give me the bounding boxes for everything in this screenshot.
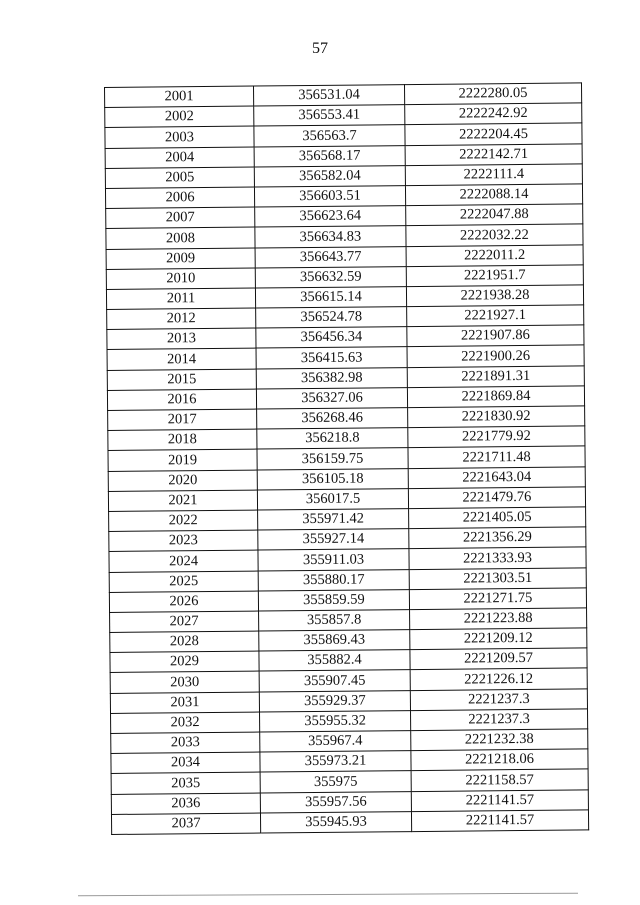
table-cell-x-value: 356582.04 xyxy=(254,165,405,187)
table-cell-y-value: 2221869.84 xyxy=(407,386,584,408)
table-cell-y-value: 2221226.12 xyxy=(410,668,587,690)
table-cell-y-value: 2222088.14 xyxy=(405,184,582,206)
table-cell-y-value: 2221237.3 xyxy=(410,709,587,731)
table-cell-point-number: 2023 xyxy=(109,530,258,552)
table-cell-x-value: 355955.32 xyxy=(260,710,411,732)
table-cell-x-value: 355927.14 xyxy=(258,529,409,551)
coordinate-table-body xyxy=(105,83,589,834)
table-cell-point-number: 2021 xyxy=(108,490,257,512)
table-cell-x-value: 355957.56 xyxy=(260,791,411,813)
table-cell-point-number: 2013 xyxy=(107,328,256,350)
table-cell-x-value: 356615.14 xyxy=(255,286,406,308)
table-cell-x-value: 355882.4 xyxy=(259,650,410,672)
table-cell-x-value: 356327.06 xyxy=(256,387,407,409)
table-cell-x-value: 355929.37 xyxy=(259,690,410,712)
table-cell-x-value: 356382.98 xyxy=(256,367,407,389)
table-cell-x-value: 356456.34 xyxy=(256,327,407,349)
table-cell-x-value: 356159.75 xyxy=(257,448,408,470)
table-cell-point-number: 2018 xyxy=(108,429,257,451)
table-cell-point-number: 2024 xyxy=(109,550,258,572)
coordinate-table-container xyxy=(104,82,587,834)
table-cell-x-value: 355973.21 xyxy=(260,751,411,773)
table-cell-y-value: 2221356.29 xyxy=(409,527,586,549)
table-cell-x-value: 356553.41 xyxy=(254,105,405,127)
table-cell-y-value: 2221141.57 xyxy=(411,810,588,832)
table-cell-x-value: 356632.59 xyxy=(255,266,406,288)
table-cell-y-value: 2221209.12 xyxy=(410,628,587,650)
table-cell-point-number: 2014 xyxy=(107,348,256,370)
table-cell-point-number: 2006 xyxy=(105,187,254,209)
table-cell-point-number: 2009 xyxy=(106,248,255,270)
table-cell-y-value: 2221158.57 xyxy=(411,769,588,791)
table-cell-x-value: 356634.83 xyxy=(255,226,406,248)
table-cell-y-value: 2221237.3 xyxy=(410,689,587,711)
table-cell-y-value: 2221209.57 xyxy=(410,648,587,670)
table-cell-point-number: 2015 xyxy=(107,369,256,391)
table-cell-y-value: 2221779.92 xyxy=(408,426,585,448)
table-cell-y-value: 2221900.26 xyxy=(407,345,584,367)
table-cell-y-value: 2221333.93 xyxy=(409,547,586,569)
table-cell-y-value: 2221232.38 xyxy=(411,729,588,751)
table-cell-point-number: 2007 xyxy=(106,207,255,229)
table-cell-y-value: 2221141.57 xyxy=(411,789,588,811)
table-cell-point-number: 2005 xyxy=(105,167,254,189)
table-cell-x-value: 356415.63 xyxy=(256,347,407,369)
table-cell-x-value: 355880.17 xyxy=(258,569,409,591)
table-cell-point-number: 2027 xyxy=(110,611,259,633)
table-cell-point-number: 2001 xyxy=(105,86,254,108)
table-cell-x-value: 355971.42 xyxy=(258,509,409,531)
table-cell-point-number: 2034 xyxy=(111,752,260,774)
table-cell-y-value: 2221271.75 xyxy=(409,588,586,610)
table-cell-y-value: 2221643.04 xyxy=(408,466,585,488)
page-number: 57 xyxy=(312,40,328,57)
table-cell-x-value: 355859.59 xyxy=(258,589,409,611)
table-cell-point-number: 2017 xyxy=(108,409,257,431)
table-cell-point-number: 2037 xyxy=(111,813,260,835)
table-cell-point-number: 2025 xyxy=(109,571,258,593)
table-cell-point-number: 2036 xyxy=(111,793,260,815)
table-cell-y-value: 2221927.1 xyxy=(407,305,584,327)
table-cell-point-number: 2022 xyxy=(109,510,258,532)
table-cell-x-value: 356643.77 xyxy=(255,246,406,268)
table-cell-x-value: 355911.03 xyxy=(258,549,409,571)
table-cell-y-value: 2222242.92 xyxy=(405,103,582,125)
table-cell-x-value: 355869.43 xyxy=(259,630,410,652)
table-cell-x-value: 355857.8 xyxy=(259,609,410,631)
table-cell-x-value: 355945.93 xyxy=(260,811,411,833)
table-cell-x-value: 356603.51 xyxy=(254,186,405,208)
table-cell-x-value: 356105.18 xyxy=(257,468,408,490)
table-cell-y-value: 2222011.2 xyxy=(406,244,583,266)
table-cell-point-number: 2016 xyxy=(107,389,256,411)
table-cell-y-value: 2221891.31 xyxy=(407,366,584,388)
table-cell-point-number: 2033 xyxy=(111,732,260,754)
table-cell-point-number: 2020 xyxy=(108,470,257,492)
table-cell-point-number: 2035 xyxy=(111,772,260,794)
table-cell-y-value: 2222280.05 xyxy=(404,83,581,105)
table-cell-x-value: 356017.5 xyxy=(257,488,408,510)
table-cell-y-value: 2221907.86 xyxy=(407,325,584,347)
table-cell-x-value: 356218.8 xyxy=(257,428,408,450)
table-cell-y-value: 2221938.28 xyxy=(406,285,583,307)
table-cell-y-value: 2221951.7 xyxy=(406,265,583,287)
table-cell-point-number: 2002 xyxy=(105,106,254,128)
table-cell-y-value: 2221479.76 xyxy=(408,487,585,509)
table-cell-point-number: 2028 xyxy=(110,631,259,653)
table-cell-y-value: 2222111.4 xyxy=(405,164,582,186)
table-cell-x-value: 356563.7 xyxy=(254,125,405,147)
table-cell-point-number: 2012 xyxy=(107,308,256,330)
table-cell-point-number: 2030 xyxy=(110,671,259,693)
table-cell-y-value: 2222204.45 xyxy=(405,123,582,145)
table-cell-point-number: 2029 xyxy=(110,651,259,673)
table-cell-point-number: 2010 xyxy=(106,268,255,290)
table-cell-point-number: 2003 xyxy=(105,126,254,148)
table-cell-point-number: 2032 xyxy=(111,712,260,734)
table-cell-x-value: 355967.4 xyxy=(260,731,411,753)
table-cell-y-value: 2221405.05 xyxy=(409,507,586,529)
table-cell-y-value: 2221303.51 xyxy=(409,567,586,589)
table-cell-x-value: 355907.45 xyxy=(259,670,410,692)
table-cell-x-value: 356623.64 xyxy=(255,206,406,228)
page-bottom-edge-line xyxy=(78,893,578,897)
table-cell-x-value: 356524.78 xyxy=(256,307,407,329)
table-cell-x-value: 356268.46 xyxy=(257,408,408,430)
table-cell-point-number: 2004 xyxy=(105,147,254,169)
table-cell-x-value: 355975 xyxy=(260,771,411,793)
table-cell-y-value: 2222142.71 xyxy=(405,143,582,165)
table-cell-point-number: 2026 xyxy=(109,591,258,613)
table-cell-point-number: 2008 xyxy=(106,227,255,249)
table-cell-y-value: 2221223.88 xyxy=(410,608,587,630)
table-cell-y-value: 2222032.22 xyxy=(406,224,583,246)
table-cell-point-number: 2019 xyxy=(108,449,257,471)
table-cell-y-value: 2222047.88 xyxy=(406,204,583,226)
coordinate-table xyxy=(104,82,589,834)
table-cell-x-value: 356568.17 xyxy=(254,145,405,167)
table-cell-y-value: 2221830.92 xyxy=(408,406,585,428)
table-cell-y-value: 2221218.06 xyxy=(411,749,588,771)
table-row xyxy=(111,810,588,835)
table-cell-y-value: 2221711.48 xyxy=(408,446,585,468)
table-cell-x-value: 356531.04 xyxy=(253,85,404,107)
table-cell-point-number: 2011 xyxy=(106,288,255,310)
table-cell-point-number: 2031 xyxy=(110,692,259,714)
